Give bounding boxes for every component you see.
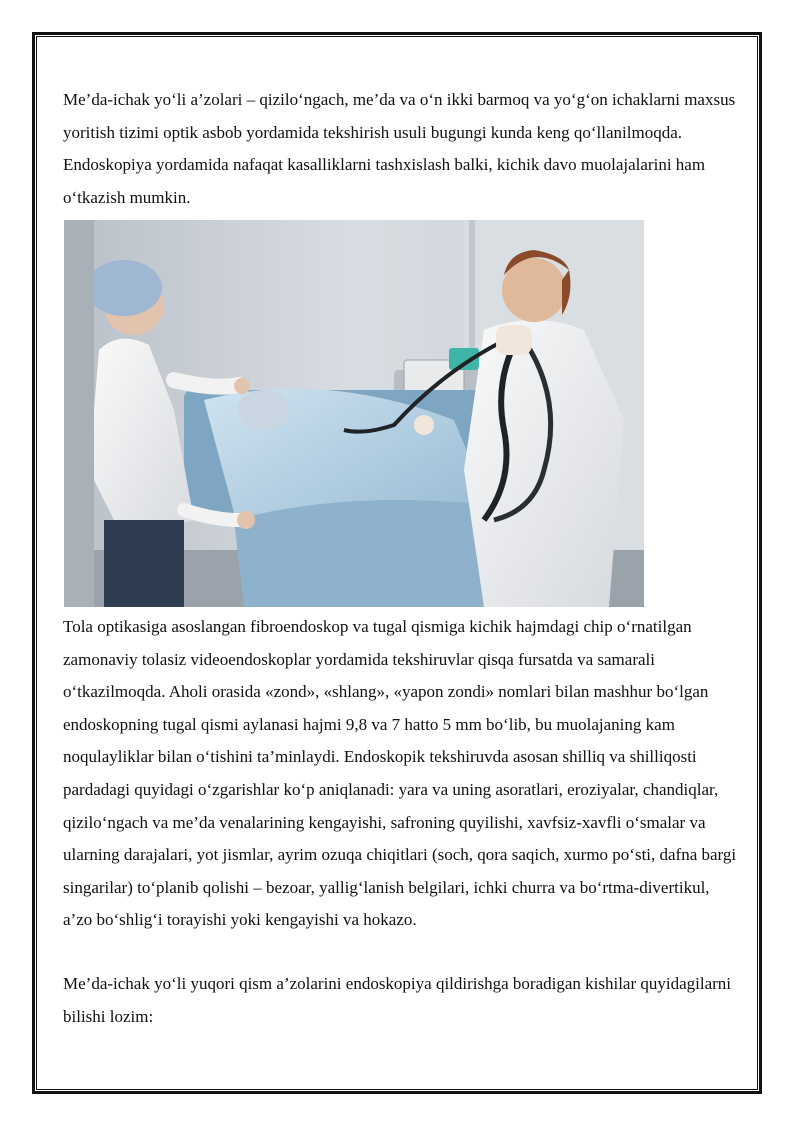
paragraph-intro: Me’da-ichak yo‘li a’zolari – qizilo‘ngach, me’da va o‘n ikki barmoq va yo‘g‘on ichaklarni maxsus yoritish tizimi optik asbob yordamida tekshirish usuli bugungi kunda keng qo‘llanilmoqda. Endoskopiya yordamida nafaqat kasalliklarni tashxislash balki, kichik davo muolajalarini ham o‘tkazish mumkin. — [63, 90, 736, 207]
endoscopy-procedure-photo — [64, 220, 644, 607]
paragraph-endoscope-details: Tola optikasiga asoslangan fibroendoskop va tugal qismiga kichik hajmdagi chip o‘rnatilgan zamonaviy tolasiz videoendoskoplar yordamida tekshiruvlar qisqa fursatda va samarali o‘tkazilmoqda. Aholi orasida «zond», «shlang», «yapon zondi» nomlari bilan mashhur bo‘lgan endoskopning tugal qismi aylanasi hajmi 9,8 va 7 hatto 5 mm bo‘lib, bu muolajaning kam noqulayliklar bilan o‘tishini ta’minlaydi. Endoskopik tekshiruvda asosan shilliq va shilliqosti pardadagi quyidagi o‘zgarishlar ko‘p aniqlanadi: yara va uning asoratlari, eroziyalar, chandiqlar, qizilo‘ngach va me’da venalarining kengayishi, safroning quyilishi, xavfsiz-xavfli o‘smalar va ularning darajalari, yot jismlar, ayrim ozuqa chiqitlari (soch, qora saqich, xurmo po‘sti, dafna bargi singarilar) to‘planib qolishi – bezoar, yallig‘lanish belgilari, ichki churra va bo‘rtma-divertikul, a’zo bo‘shlig‘i torayishi yoki kengayishi va hokazo. — [63, 617, 737, 930]
paragraph-preparation-intro: Me’da-ichak yo‘li yuqori qism a’zolarini endoskopiya qildirishga boradigan kishilar quyidagilarni bilishi lozim: — [63, 974, 732, 1026]
